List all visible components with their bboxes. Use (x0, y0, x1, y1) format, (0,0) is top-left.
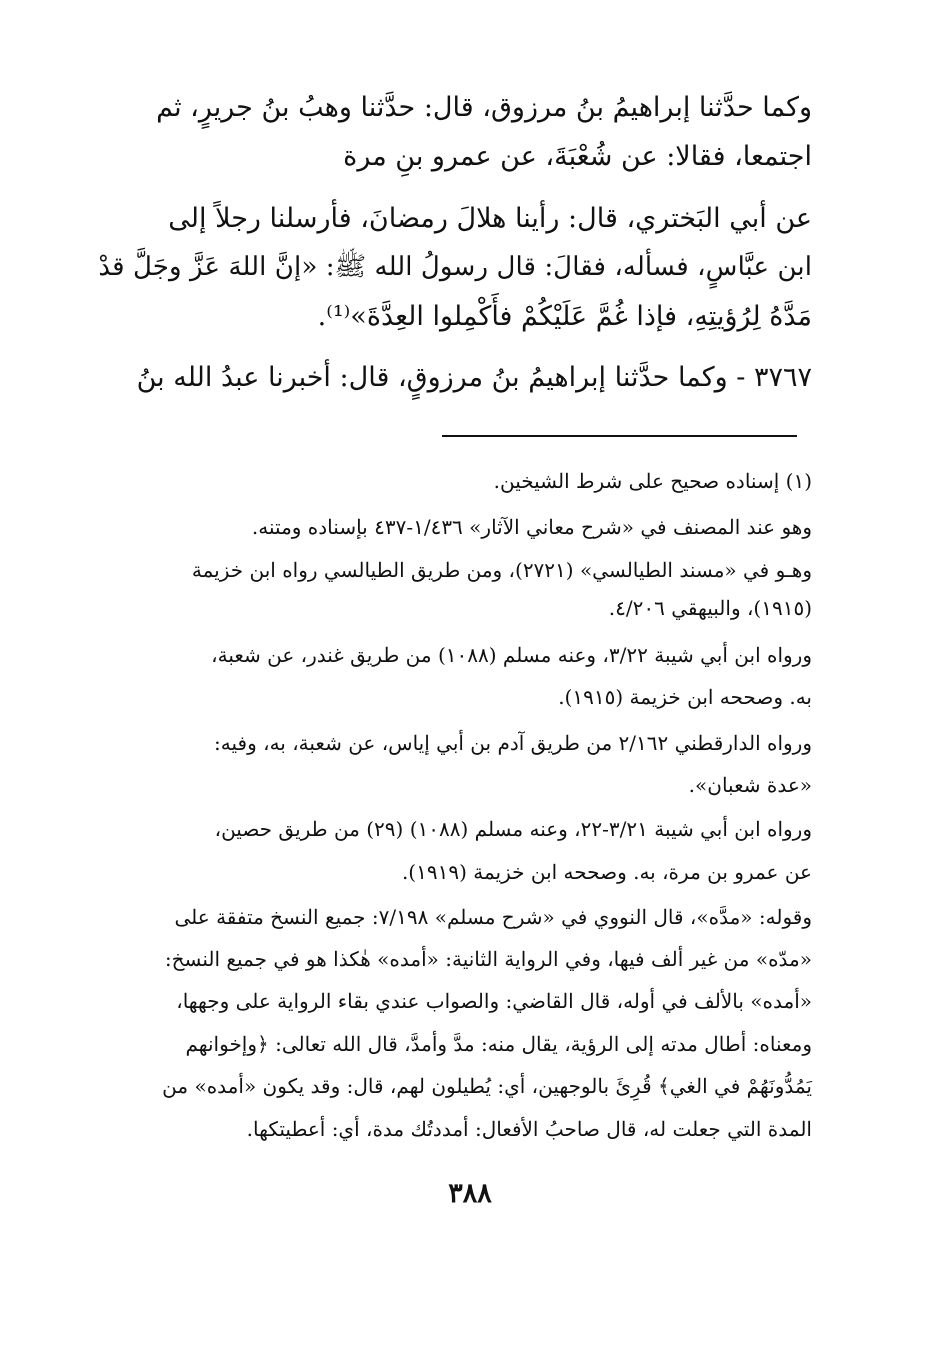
main-text-line: وكما حدَّثنا إبراهيمُ بنُ مرزوق، قال: حدَّثنا وهبُ بنُ جريرٍ، ثم (156, 92, 812, 123)
footnote-line: وهـو في «مسند الطيالسي» (٢٧٢١)، ومن طريق الطيالسي رواه ابن خزيمة (191, 558, 812, 582)
footnote-line: ورواه ابن أبي شيبة ٣/٢١-٢٢، وعنه مسلم (١٠٨٨) (٢٩) من طريق حصين، (214, 817, 812, 841)
main-text-line: عن أبي البَختري، قال: رأينا هلالَ رمضانَ، فأرسلنا رجلاً إلى (168, 203, 812, 234)
footnote-line: «عدة شعبان». (688, 773, 812, 797)
main-text-line: مَدَّهُ لِرُؤيتِهِ، فإذا غُمَّ عَلَيْكُمْ فأَكْمِلوا العِدَّةَ»⁽¹⁾. (317, 301, 812, 332)
footnote-line: عن عمرو بن مرة، به. وصححه ابن خزيمة (١٩١٩). (401, 860, 812, 884)
footnote-line: (١٩١٥)، والبيهقي ٤/٢٠٦. (608, 596, 812, 620)
footnote-line: يَمُدُّونَهُمْ في الغي﴾ قُرِئَ بالوجهين، أي: يُطيلون لهم، قال: وقد يكون «أمده» من (162, 1074, 812, 1098)
main-text-line: ابن عبَّاسٍ، فسأله، فقالَ: قال رسولُ الله ﷺ: «إنَّ اللهَ عَزَّ وجَلَّ قدْ (98, 252, 812, 282)
footnote-line: ورواه ابن أبي شيبة ٣/٢٢، وعنه مسلم (١٠٨٨) من طريق غندر، عن شعبة، (211, 643, 812, 667)
footnote-line: وقوله: «مدَّه»، قال النووي في «شرح مسلم» ٧/١٩٨: جميع النسخ متفقة على (174, 905, 812, 929)
footnote-line: «مدّه» من غير ألف فيها، وفي الرواية الثانية: «أمده» هٰكذا هو في جميع النسخ: (164, 947, 812, 971)
footnote-line: (١) إسناده صحيح على شرط الشيخين. (493, 469, 812, 493)
footnote-line: وهو عند المصنف في «شرح معاني الآثار» ١/٤٣٦-٤٣٧ بإسناده ومتنه. (251, 515, 812, 539)
main-text-line: اجتمعا، فقالا: عن شُعْبَةَ، عن عمرو بنِ مرة (343, 141, 812, 172)
footnote-line: «أمده» بالألف في أوله، قال القاضي: والصواب عندي بقاء الرواية على وجهها، (176, 989, 812, 1013)
footnote-line: به. وصححه ابن خزيمة (١٩١٥). (558, 685, 812, 709)
footnote-line: ومعناه: أطال مدته إلى الرؤية، يقال منه: مدَّ وأمدَّ، قال الله تعالى: ﴿وإخوانهم (185, 1032, 812, 1056)
page-number: ٣٨٨ (448, 1178, 492, 1209)
hadith-number-line: ٣٧٦٧ - وكما حدَّثنا إبراهيمُ بنُ مرزوقٍ، قال: أخبرنا عبدُ الله بنُ (136, 362, 812, 393)
footnote-line: ورواه الدارقطني ٢/١٦٢ من طريق آدم بن أبي إياس، عن شعبة، به، وفيه: (214, 731, 812, 755)
footnote-separator (442, 435, 797, 437)
footnote-line: المدة التي جعلت له، قال صاحبُ الأفعال: أمددتُك مدة، أي: أعطيتكها. (246, 1117, 812, 1141)
